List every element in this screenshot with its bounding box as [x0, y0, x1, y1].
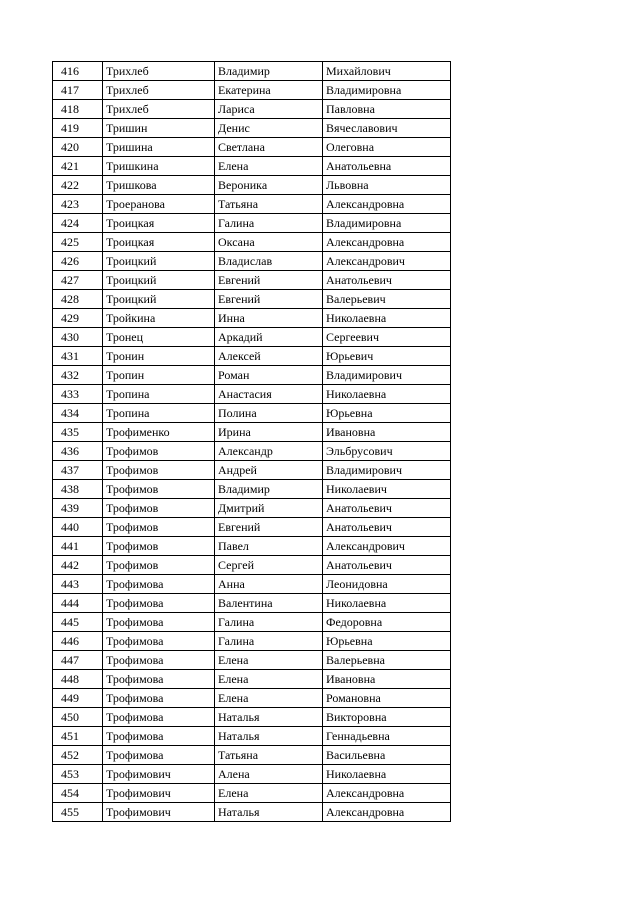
row-number-cell: 450	[53, 708, 103, 727]
last-name-cell: Трофимова	[103, 689, 215, 708]
first-name-cell: Галина	[215, 613, 323, 632]
last-name-cell: Тришкина	[103, 157, 215, 176]
first-name-cell: Елена	[215, 651, 323, 670]
table-row	[53, 461, 451, 480]
first-name-cell: Денис	[215, 119, 323, 138]
row-number-cell: 436	[53, 442, 103, 461]
first-name-cell: Роман	[215, 366, 323, 385]
table-row	[53, 613, 451, 632]
row-number-cell: 455	[53, 803, 103, 822]
last-name-cell: Тронец	[103, 328, 215, 347]
patronymic-cell: Анатольевич	[323, 499, 451, 518]
table-row	[53, 233, 451, 252]
row-number-cell: 443	[53, 575, 103, 594]
patronymic-cell: Николаевна	[323, 765, 451, 784]
patronymic-cell: Николаевна	[323, 309, 451, 328]
last-name-cell: Троицкая	[103, 214, 215, 233]
patronymic-cell: Александровна	[323, 784, 451, 803]
row-number-cell: 434	[53, 404, 103, 423]
first-name-cell: Аркадий	[215, 328, 323, 347]
patronymic-cell: Эльбрусович	[323, 442, 451, 461]
first-name-cell: Вероника	[215, 176, 323, 195]
table-row	[53, 119, 451, 138]
patronymic-cell: Федоровна	[323, 613, 451, 632]
patronymic-cell: Геннадьевна	[323, 727, 451, 746]
first-name-cell: Елена	[215, 157, 323, 176]
row-number-cell: 422	[53, 176, 103, 195]
row-number-cell: 437	[53, 461, 103, 480]
table-row	[53, 138, 451, 157]
last-name-cell: Трофимова	[103, 613, 215, 632]
patronymic-cell: Вячеславович	[323, 119, 451, 138]
last-name-cell: Троицкая	[103, 233, 215, 252]
first-name-cell: Инна	[215, 309, 323, 328]
first-name-cell: Оксана	[215, 233, 323, 252]
patronymic-cell: Владимировна	[323, 214, 451, 233]
row-number-cell: 429	[53, 309, 103, 328]
last-name-cell: Тришин	[103, 119, 215, 138]
table-row	[53, 556, 451, 575]
table-row	[53, 746, 451, 765]
patronymic-cell: Олеговна	[323, 138, 451, 157]
last-name-cell: Трофимов	[103, 499, 215, 518]
first-name-cell: Ирина	[215, 423, 323, 442]
row-number-cell: 424	[53, 214, 103, 233]
table-row	[53, 727, 451, 746]
row-number-cell: 454	[53, 784, 103, 803]
patronymic-cell: Анатольевич	[323, 271, 451, 290]
last-name-cell: Трофименко	[103, 423, 215, 442]
last-name-cell: Тройкина	[103, 309, 215, 328]
patronymic-cell: Юрьевич	[323, 347, 451, 366]
patronymic-cell: Анатольевич	[323, 556, 451, 575]
table-row	[53, 423, 451, 442]
last-name-cell: Трофимова	[103, 670, 215, 689]
table-row	[53, 347, 451, 366]
table-row	[53, 803, 451, 822]
row-number-cell: 439	[53, 499, 103, 518]
first-name-cell: Екатерина	[215, 81, 323, 100]
patronymic-cell: Ивановна	[323, 670, 451, 689]
first-name-cell: Светлана	[215, 138, 323, 157]
patronymic-cell: Александрович	[323, 252, 451, 271]
patronymic-cell: Николаевич	[323, 480, 451, 499]
row-number-cell: 444	[53, 594, 103, 613]
table-row	[53, 385, 451, 404]
first-name-cell: Евгений	[215, 271, 323, 290]
last-name-cell: Трофимов	[103, 556, 215, 575]
last-name-cell: Троицкий	[103, 252, 215, 271]
patronymic-cell: Викторовна	[323, 708, 451, 727]
table-row	[53, 309, 451, 328]
first-name-cell: Валентина	[215, 594, 323, 613]
row-number-cell: 451	[53, 727, 103, 746]
table-row	[53, 632, 451, 651]
patronymic-cell: Владимирович	[323, 461, 451, 480]
row-number-cell: 446	[53, 632, 103, 651]
table-row	[53, 575, 451, 594]
last-name-cell: Троеранова	[103, 195, 215, 214]
last-name-cell: Трофимов	[103, 537, 215, 556]
first-name-cell: Лариса	[215, 100, 323, 119]
last-name-cell: Троицкий	[103, 290, 215, 309]
table-row	[53, 214, 451, 233]
table-row	[53, 708, 451, 727]
first-name-cell: Наталья	[215, 708, 323, 727]
last-name-cell: Тришина	[103, 138, 215, 157]
patronymic-cell: Анатольевна	[323, 157, 451, 176]
first-name-cell: Татьяна	[215, 746, 323, 765]
patronymic-cell: Романовна	[323, 689, 451, 708]
first-name-cell: Наталья	[215, 727, 323, 746]
patronymic-cell: Львовна	[323, 176, 451, 195]
first-name-cell: Полина	[215, 404, 323, 423]
last-name-cell: Трофимович	[103, 765, 215, 784]
last-name-cell: Трофимов	[103, 461, 215, 480]
row-number-cell: 438	[53, 480, 103, 499]
first-name-cell: Евгений	[215, 518, 323, 537]
patronymic-cell: Александровна	[323, 195, 451, 214]
last-name-cell: Тронин	[103, 347, 215, 366]
patronymic-cell: Александрович	[323, 537, 451, 556]
table-row	[53, 195, 451, 214]
last-name-cell: Троицкий	[103, 271, 215, 290]
table-row	[53, 499, 451, 518]
name-list-table	[52, 61, 451, 822]
first-name-cell: Владислав	[215, 252, 323, 271]
last-name-cell: Трофимов	[103, 442, 215, 461]
last-name-cell: Трофимова	[103, 575, 215, 594]
row-number-cell: 453	[53, 765, 103, 784]
last-name-cell: Трофимович	[103, 803, 215, 822]
last-name-cell: Трофимов	[103, 480, 215, 499]
row-number-cell: 425	[53, 233, 103, 252]
row-number-cell: 416	[53, 62, 103, 81]
table-row	[53, 651, 451, 670]
last-name-cell: Трихлеб	[103, 100, 215, 119]
patronymic-cell: Юрьевна	[323, 632, 451, 651]
patronymic-cell: Леонидовна	[323, 575, 451, 594]
patronymic-cell: Васильевна	[323, 746, 451, 765]
row-number-cell: 426	[53, 252, 103, 271]
table-row	[53, 81, 451, 100]
row-number-cell: 447	[53, 651, 103, 670]
patronymic-cell: Николаевна	[323, 594, 451, 613]
last-name-cell: Трихлеб	[103, 81, 215, 100]
patronymic-cell: Анатольевич	[323, 518, 451, 537]
table-row	[53, 765, 451, 784]
table-row	[53, 366, 451, 385]
patronymic-cell: Николаевна	[323, 385, 451, 404]
first-name-cell: Андрей	[215, 461, 323, 480]
last-name-cell: Тропина	[103, 385, 215, 404]
first-name-cell: Галина	[215, 632, 323, 651]
table-row	[53, 271, 451, 290]
last-name-cell: Трихлеб	[103, 62, 215, 81]
table-row	[53, 328, 451, 347]
table-row	[53, 784, 451, 803]
row-number-cell: 448	[53, 670, 103, 689]
last-name-cell: Трофимова	[103, 746, 215, 765]
last-name-cell: Трофимова	[103, 708, 215, 727]
row-number-cell: 419	[53, 119, 103, 138]
patronymic-cell: Владимирович	[323, 366, 451, 385]
last-name-cell: Трофимова	[103, 632, 215, 651]
first-name-cell: Александр	[215, 442, 323, 461]
row-number-cell: 442	[53, 556, 103, 575]
first-name-cell: Павел	[215, 537, 323, 556]
row-number-cell: 427	[53, 271, 103, 290]
last-name-cell: Трофимова	[103, 594, 215, 613]
last-name-cell: Трофимова	[103, 727, 215, 746]
last-name-cell: Тропина	[103, 404, 215, 423]
patronymic-cell: Сергеевич	[323, 328, 451, 347]
row-number-cell: 432	[53, 366, 103, 385]
table-row	[53, 62, 451, 81]
row-number-cell: 449	[53, 689, 103, 708]
patronymic-cell: Ивановна	[323, 423, 451, 442]
first-name-cell: Наталья	[215, 803, 323, 822]
row-number-cell: 421	[53, 157, 103, 176]
table-row	[53, 404, 451, 423]
table-row	[53, 670, 451, 689]
row-number-cell: 452	[53, 746, 103, 765]
first-name-cell: Сергей	[215, 556, 323, 575]
table-row	[53, 442, 451, 461]
first-name-cell: Алексей	[215, 347, 323, 366]
patronymic-cell: Павловна	[323, 100, 451, 119]
patronymic-cell: Юрьевна	[323, 404, 451, 423]
table-row	[53, 157, 451, 176]
row-number-cell: 423	[53, 195, 103, 214]
row-number-cell: 420	[53, 138, 103, 157]
table-row	[53, 252, 451, 271]
row-number-cell: 431	[53, 347, 103, 366]
last-name-cell: Тришкова	[103, 176, 215, 195]
first-name-cell: Елена	[215, 784, 323, 803]
row-number-cell: 445	[53, 613, 103, 632]
row-number-cell: 440	[53, 518, 103, 537]
patronymic-cell: Александровна	[323, 233, 451, 252]
first-name-cell: Елена	[215, 689, 323, 708]
patronymic-cell: Александровна	[323, 803, 451, 822]
table-row	[53, 518, 451, 537]
first-name-cell: Владимир	[215, 62, 323, 81]
first-name-cell: Алена	[215, 765, 323, 784]
first-name-cell: Дмитрий	[215, 499, 323, 518]
row-number-cell: 441	[53, 537, 103, 556]
last-name-cell: Тропин	[103, 366, 215, 385]
last-name-cell: Трофимова	[103, 651, 215, 670]
last-name-cell: Трофимович	[103, 784, 215, 803]
table-row	[53, 480, 451, 499]
first-name-cell: Анна	[215, 575, 323, 594]
patronymic-cell: Валерьевич	[323, 290, 451, 309]
first-name-cell: Елена	[215, 670, 323, 689]
row-number-cell: 418	[53, 100, 103, 119]
row-number-cell: 428	[53, 290, 103, 309]
table-row	[53, 176, 451, 195]
last-name-cell: Трофимов	[103, 518, 215, 537]
table-row	[53, 689, 451, 708]
row-number-cell: 433	[53, 385, 103, 404]
row-number-cell: 435	[53, 423, 103, 442]
patronymic-cell: Валерьевна	[323, 651, 451, 670]
first-name-cell: Владимир	[215, 480, 323, 499]
patronymic-cell: Михайлович	[323, 62, 451, 81]
first-name-cell: Татьяна	[215, 195, 323, 214]
name-list-body	[53, 62, 451, 822]
table-row	[53, 290, 451, 309]
table-row	[53, 100, 451, 119]
first-name-cell: Галина	[215, 214, 323, 233]
first-name-cell: Евгений	[215, 290, 323, 309]
first-name-cell: Анастасия	[215, 385, 323, 404]
patronymic-cell: Владимировна	[323, 81, 451, 100]
table-row	[53, 594, 451, 613]
row-number-cell: 430	[53, 328, 103, 347]
table-row	[53, 537, 451, 556]
row-number-cell: 417	[53, 81, 103, 100]
